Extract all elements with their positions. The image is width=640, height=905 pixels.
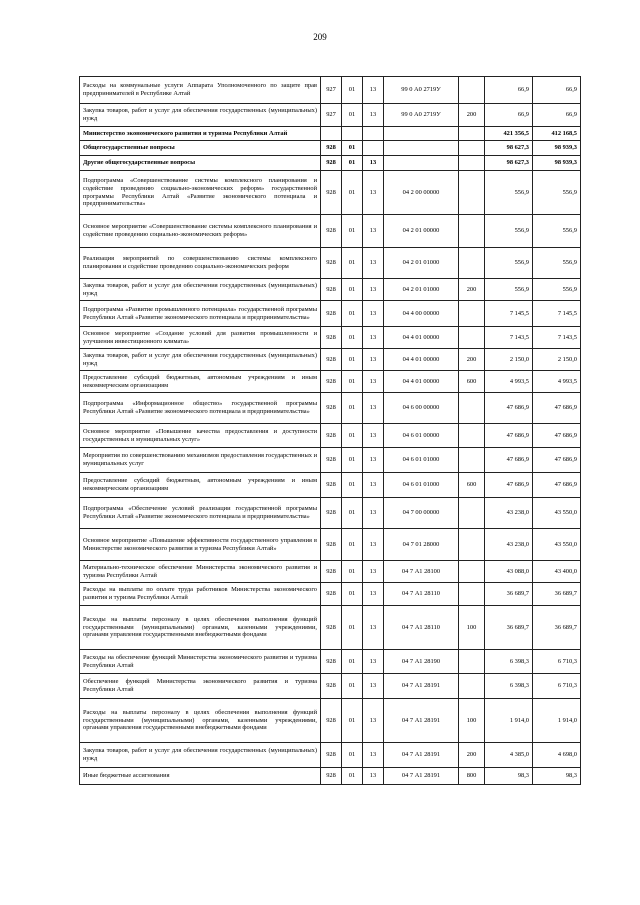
table-row: [80, 104, 581, 127]
amount-year-1: 556,9: [485, 171, 533, 215]
row-name: Закупка товаров, работ и услуг для обеспечения государственных (муниципальных) нужд: [80, 104, 321, 127]
row-name: Другие общегосударственные вопросы: [80, 156, 321, 171]
expense-type-code: 600: [459, 473, 485, 498]
amount-year-1: 47 686,9: [485, 473, 533, 498]
ministry-code: 927: [321, 104, 342, 127]
ministry-code: 928: [321, 141, 342, 156]
amount-year-1: 2 150,0: [485, 349, 533, 371]
table-row: [80, 424, 581, 448]
row-name: Закупка товаров, работ и услуг для обеспечения государственных (муниципальных) нужд: [80, 743, 321, 768]
row-name: Общегосударственные вопросы: [80, 141, 321, 156]
amount-year-1: 98 627,3: [485, 156, 533, 171]
target-article-code: 04 4 01 00000: [384, 327, 459, 349]
amount-year-1: 6 398,3: [485, 650, 533, 674]
table-row: [80, 371, 581, 393]
target-article-code: 04 7 А1 28191: [384, 699, 459, 743]
amount-year-1: 43 238,0: [485, 498, 533, 529]
ministry-code: [321, 127, 342, 141]
ministry-code: 928: [321, 498, 342, 529]
ministry-code: 928: [321, 606, 342, 650]
amount-year-2: 66,9: [533, 104, 581, 127]
table-row: [80, 127, 581, 141]
row-name: Основное мероприятие «Совершенствование системы комплексного планирования и содействие проведению социально-экономических реформ»: [80, 215, 321, 248]
expense-type-code: [459, 301, 485, 327]
amount-year-1: 6 398,3: [485, 674, 533, 699]
amount-year-2: 36 689,7: [533, 583, 581, 606]
table-row: [80, 393, 581, 424]
section-code: 01: [342, 674, 363, 699]
target-article-code: 04 4 01 00000: [384, 371, 459, 393]
subsection-code: 13: [363, 171, 384, 215]
section-code: [342, 127, 363, 141]
ministry-code: 928: [321, 215, 342, 248]
amount-year-1: 556,9: [485, 215, 533, 248]
row-name: Основное мероприятие «Повышение эффективности государственного управления в Министерстве экономического развития и туризма Республики Алтай»: [80, 529, 321, 561]
ministry-code: 928: [321, 448, 342, 473]
section-code: 01: [342, 393, 363, 424]
table-row: [80, 699, 581, 743]
ministry-code: 928: [321, 371, 342, 393]
expense-type-code: [459, 77, 485, 104]
table-row: [80, 583, 581, 606]
table-row: [80, 327, 581, 349]
expense-type-code: [459, 448, 485, 473]
section-code: 01: [342, 248, 363, 279]
section-code: 01: [342, 743, 363, 768]
amount-year-1: 4 385,0: [485, 743, 533, 768]
subsection-code: 13: [363, 473, 384, 498]
row-name: Закупка товаров, работ и услуг для обеспечения государственных (муниципальных) нужд: [80, 279, 321, 301]
row-name: Основное мероприятие «Создание условий для развития промышленности и улучшения инвестиционного климата»: [80, 327, 321, 349]
amount-year-2: 66,9: [533, 77, 581, 104]
table-row: [80, 171, 581, 215]
amount-year-2: 98,3: [533, 768, 581, 785]
subsection-code: 13: [363, 156, 384, 171]
table-row: [80, 529, 581, 561]
amount-year-1: 47 686,9: [485, 393, 533, 424]
amount-year-2: 36 689,7: [533, 606, 581, 650]
table-row: [80, 141, 581, 156]
expense-type-code: [459, 141, 485, 156]
amount-year-2: 43 550,0: [533, 498, 581, 529]
target-article-code: 04 7 00 00000: [384, 498, 459, 529]
amount-year-1: 98 627,3: [485, 141, 533, 156]
ministry-code: 928: [321, 674, 342, 699]
row-name: Мероприятия по совершенствованию механизмов предоставления государственных и муниципальных услуг: [80, 448, 321, 473]
section-code: 01: [342, 156, 363, 171]
budget-table-body: [80, 77, 581, 785]
target-article-code: 04 4 00 00000: [384, 301, 459, 327]
section-code: 01: [342, 699, 363, 743]
row-name: Подпрограмма «Развитие промышленного потенциала» государственной программы Республики Алтай «Развитие экономического потенциала и предпринимательства»: [80, 301, 321, 327]
row-name: Иные бюджетные ассигнования: [80, 768, 321, 785]
row-name: Обеспечение функций Министерства экономического развития и туризма Республики Алтай: [80, 674, 321, 699]
subsection-code: 13: [363, 371, 384, 393]
amount-year-1: 556,9: [485, 279, 533, 301]
target-article-code: [384, 156, 459, 171]
subsection-code: 13: [363, 498, 384, 529]
target-article-code: 04 7 А1 28191: [384, 768, 459, 785]
subsection-code: [363, 141, 384, 156]
ministry-code: 928: [321, 743, 342, 768]
section-code: 01: [342, 561, 363, 583]
table-row: [80, 349, 581, 371]
amount-year-2: 2 150,0: [533, 349, 581, 371]
subsection-code: 13: [363, 393, 384, 424]
amount-year-2: 1 914,0: [533, 699, 581, 743]
ministry-code: 927: [321, 77, 342, 104]
expense-type-code: 200: [459, 279, 485, 301]
expense-type-code: [459, 327, 485, 349]
amount-year-2: 556,9: [533, 279, 581, 301]
amount-year-1: 36 689,7: [485, 606, 533, 650]
expense-type-code: 200: [459, 104, 485, 127]
amount-year-1: 36 689,7: [485, 583, 533, 606]
ministry-code: 928: [321, 583, 342, 606]
subsection-code: 13: [363, 279, 384, 301]
row-name: Предоставление субсидий бюджетным, автономным учреждениям и иным некоммерческим организациям: [80, 473, 321, 498]
target-article-code: 04 2 01 01000: [384, 248, 459, 279]
expense-type-code: [459, 127, 485, 141]
ministry-code: 928: [321, 529, 342, 561]
expense-type-code: [459, 498, 485, 529]
amount-year-1: 7 143,5: [485, 327, 533, 349]
amount-year-2: 43 550,0: [533, 529, 581, 561]
subsection-code: 13: [363, 448, 384, 473]
expense-type-code: 200: [459, 743, 485, 768]
ministry-code: 928: [321, 393, 342, 424]
amount-year-2: 412 168,5: [533, 127, 581, 141]
table-row: [80, 743, 581, 768]
ministry-code: 928: [321, 327, 342, 349]
section-code: 01: [342, 448, 363, 473]
amount-year-2: 556,9: [533, 248, 581, 279]
subsection-code: 13: [363, 349, 384, 371]
amount-year-1: 556,9: [485, 248, 533, 279]
amount-year-2: 47 686,9: [533, 448, 581, 473]
section-code: 01: [342, 349, 363, 371]
amount-year-1: 98,3: [485, 768, 533, 785]
amount-year-1: 43 238,0: [485, 529, 533, 561]
table-row: [80, 77, 581, 104]
section-code: 01: [342, 529, 363, 561]
table-row: [80, 448, 581, 473]
ministry-code: 928: [321, 349, 342, 371]
expense-type-code: [459, 248, 485, 279]
row-name: Основное мероприятие «Повышение качества предоставления и доступности государственных и муниципальных услуг»: [80, 424, 321, 448]
expense-type-code: [459, 215, 485, 248]
target-article-code: 04 7 А1 28190: [384, 650, 459, 674]
section-code: 01: [342, 77, 363, 104]
amount-year-2: 47 686,9: [533, 473, 581, 498]
subsection-code: 13: [363, 215, 384, 248]
subsection-code: 13: [363, 606, 384, 650]
expense-type-code: [459, 674, 485, 699]
subsection-code: 13: [363, 650, 384, 674]
ministry-code: 928: [321, 301, 342, 327]
section-code: 01: [342, 371, 363, 393]
section-code: 01: [342, 301, 363, 327]
target-article-code: 04 7 А1 28110: [384, 583, 459, 606]
row-name: Расходы на выплаты персоналу в целях обеспечения выполнения функций государственными (муниципальными) органами, казенными учреждениями, органами управления государственными внебюджетными фондами: [80, 699, 321, 743]
ministry-code: 928: [321, 650, 342, 674]
table-row: [80, 473, 581, 498]
section-code: 01: [342, 650, 363, 674]
target-article-code: 04 2 01 01000: [384, 279, 459, 301]
amount-year-1: 47 686,9: [485, 424, 533, 448]
row-name: Материально-техническое обеспечение Министерства экономического развития и туризма Республики Алтай: [80, 561, 321, 583]
subsection-code: 13: [363, 583, 384, 606]
expense-type-code: 800: [459, 768, 485, 785]
section-code: 01: [342, 498, 363, 529]
amount-year-1: 1 914,0: [485, 699, 533, 743]
table-row: [80, 768, 581, 785]
section-code: 01: [342, 141, 363, 156]
expense-type-code: [459, 561, 485, 583]
target-article-code: 04 7 А1 28191: [384, 743, 459, 768]
amount-year-2: 7 145,5: [533, 301, 581, 327]
amount-year-2: 556,9: [533, 215, 581, 248]
table-row: [80, 301, 581, 327]
section-code: 01: [342, 768, 363, 785]
ministry-code: 928: [321, 768, 342, 785]
row-name: Закупка товаров, работ и услуг для обеспечения государственных (муниципальных) нужд: [80, 349, 321, 371]
subsection-code: 13: [363, 674, 384, 699]
row-name: Расходы на обеспечение функций Министерства экономического развития и туризма Республики Алтай: [80, 650, 321, 674]
amount-year-2: 98 939,3: [533, 141, 581, 156]
target-article-code: 99 0 А0 2719У: [384, 104, 459, 127]
subsection-code: 13: [363, 699, 384, 743]
target-article-code: [384, 141, 459, 156]
row-name: Подпрограмма «Информационное общество» государственной программы Республики Алтай «Развитие экономического потенциала и предпринимательства»: [80, 393, 321, 424]
table-row: [80, 561, 581, 583]
subsection-code: 13: [363, 248, 384, 279]
table-row: [80, 279, 581, 301]
amount-year-2: 7 143,5: [533, 327, 581, 349]
row-name: Расходы на коммунальные услуги Аппарата Уполномоченного по защите прав предпринимателей в Республике Алтай: [80, 77, 321, 104]
ministry-code: 928: [321, 561, 342, 583]
amount-year-1: 66,9: [485, 104, 533, 127]
section-code: 01: [342, 215, 363, 248]
target-article-code: 04 6 01 00000: [384, 424, 459, 448]
subsection-code: 13: [363, 743, 384, 768]
target-article-code: 04 7 01 28000: [384, 529, 459, 561]
expense-type-code: [459, 529, 485, 561]
amount-year-2: 47 686,9: [533, 393, 581, 424]
subsection-code: 13: [363, 424, 384, 448]
table-row: [80, 156, 581, 171]
expense-type-code: 200: [459, 349, 485, 371]
table-row: [80, 606, 581, 650]
target-article-code: 04 2 00 00000: [384, 171, 459, 215]
ministry-code: 928: [321, 473, 342, 498]
amount-year-2: 43 400,0: [533, 561, 581, 583]
row-name: Министерство экономического развития и туризма Республики Алтай: [80, 127, 321, 141]
section-code: 01: [342, 327, 363, 349]
subsection-code: 13: [363, 768, 384, 785]
page-number: 209: [313, 32, 327, 42]
expense-type-code: [459, 393, 485, 424]
subsection-code: 13: [363, 301, 384, 327]
target-article-code: 04 4 01 00000: [384, 349, 459, 371]
expense-type-code: [459, 156, 485, 171]
section-code: 01: [342, 583, 363, 606]
amount-year-2: 47 686,9: [533, 424, 581, 448]
section-code: 01: [342, 104, 363, 127]
expense-type-code: 100: [459, 699, 485, 743]
expense-type-code: 100: [459, 606, 485, 650]
target-article-code: 04 7 А1 28110: [384, 606, 459, 650]
target-article-code: 04 2 01 00000: [384, 215, 459, 248]
ministry-code: 928: [321, 699, 342, 743]
table-row: [80, 650, 581, 674]
table-row: [80, 215, 581, 248]
amount-year-2: 6 710,3: [533, 650, 581, 674]
expense-type-code: [459, 424, 485, 448]
amount-year-2: 4 993,5: [533, 371, 581, 393]
ministry-code: 928: [321, 171, 342, 215]
amount-year-1: 43 088,0: [485, 561, 533, 583]
amount-year-1: 47 686,9: [485, 448, 533, 473]
subsection-code: 13: [363, 529, 384, 561]
section-code: 01: [342, 606, 363, 650]
target-article-code: 04 6 01 01000: [384, 473, 459, 498]
section-code: 01: [342, 279, 363, 301]
amount-year-2: 6 710,3: [533, 674, 581, 699]
budget-table: [79, 76, 581, 785]
target-article-code: 04 6 01 01000: [384, 448, 459, 473]
subsection-code: [363, 127, 384, 141]
amount-year-1: 66,9: [485, 77, 533, 104]
target-article-code: 99 0 А0 2719У: [384, 77, 459, 104]
ministry-code: 928: [321, 248, 342, 279]
subsection-code: 13: [363, 561, 384, 583]
amount-year-1: 421 356,5: [485, 127, 533, 141]
section-code: 01: [342, 171, 363, 215]
ministry-code: 928: [321, 156, 342, 171]
table-row: [80, 498, 581, 529]
row-name: Расходы на выплаты по оплате труда работников Министерства экономического развития и туризма Республики Алтай: [80, 583, 321, 606]
table-row: [80, 248, 581, 279]
amount-year-1: 7 145,5: [485, 301, 533, 327]
row-name: Предоставление субсидий бюджетным, автономным учреждениям и иным некоммерческим организациям: [80, 371, 321, 393]
expense-type-code: [459, 583, 485, 606]
row-name: Подпрограмма «Совершенствование системы комплексного планирования и содействие проведению социально-экономических реформ» государственной программы Республики Алтай «Развитие экономического потенциала и предпринимательства»: [80, 171, 321, 215]
target-article-code: [384, 127, 459, 141]
amount-year-2: 98 939,3: [533, 156, 581, 171]
row-name: Подпрограмма «Обеспечение условий реализации государственной программы Республики Алтай «Развитие экономического потенциала и предпринимательства»: [80, 498, 321, 529]
amount-year-1: 4 993,5: [485, 371, 533, 393]
amount-year-2: 556,9: [533, 171, 581, 215]
amount-year-2: 4 698,0: [533, 743, 581, 768]
expense-type-code: [459, 171, 485, 215]
row-name: Реализация мероприятий по совершенствованию системы комплексного планирования и содействие проведению социально-экономических реформ: [80, 248, 321, 279]
row-name: Расходы на выплаты персоналу в целях обеспечения выполнения функций государственными (муниципальными) органами, казенными учреждениями, органами управления государственными внебюджетными фондами: [80, 606, 321, 650]
target-article-code: 04 7 А1 28191: [384, 674, 459, 699]
subsection-code: 13: [363, 104, 384, 127]
table-row: [80, 674, 581, 699]
expense-type-code: [459, 650, 485, 674]
ministry-code: 928: [321, 279, 342, 301]
section-code: 01: [342, 473, 363, 498]
target-article-code: 04 6 00 00000: [384, 393, 459, 424]
expense-type-code: 600: [459, 371, 485, 393]
section-code: 01: [342, 424, 363, 448]
ministry-code: 928: [321, 424, 342, 448]
subsection-code: 13: [363, 77, 384, 104]
target-article-code: 04 7 А1 28100: [384, 561, 459, 583]
subsection-code: 13: [363, 327, 384, 349]
